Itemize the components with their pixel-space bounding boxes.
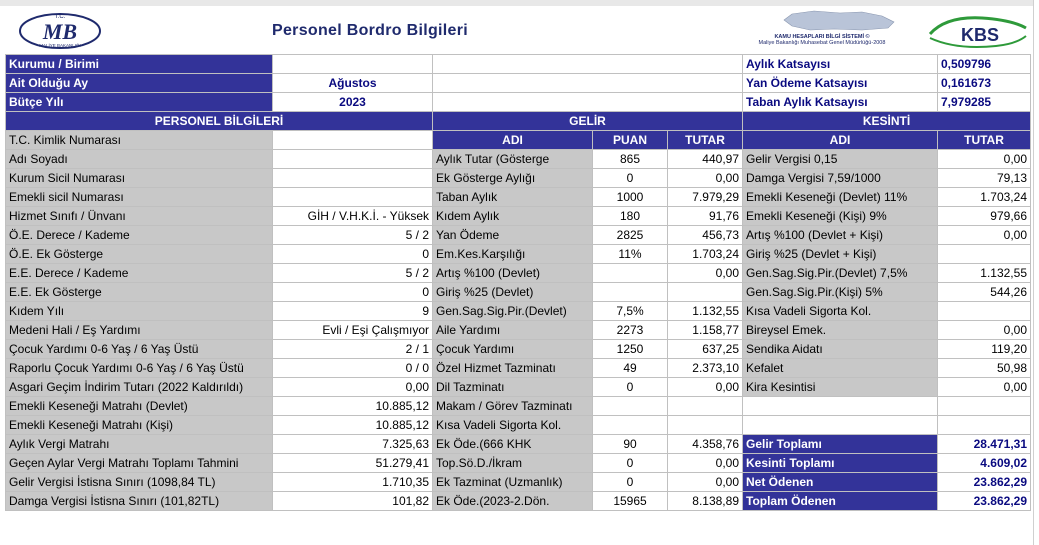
- katsayi-label-2: Taban Aylık Katsayısı: [743, 93, 938, 112]
- total-label: Kesinti Toplamı: [743, 454, 938, 473]
- kbs-logo-icon: [926, 14, 1030, 50]
- gelir-tutar: 456,73: [668, 226, 743, 245]
- table-row: [6, 435, 1031, 454]
- yil-label: Bütçe Yılı: [6, 93, 273, 112]
- personel-label: Adı Soyadı: [6, 150, 273, 169]
- kesinti-header: KESİNTİ: [743, 112, 1031, 131]
- table-row: [6, 473, 1031, 492]
- personel-value[interactable]: 2 / 1: [273, 340, 433, 359]
- personel-value[interactable]: 0: [273, 245, 433, 264]
- kesinti-tutar[interactable]: 979,66: [938, 207, 1031, 226]
- gelir-adi: Yan Ödeme: [433, 226, 593, 245]
- gelir-tutar: 0,00: [668, 454, 743, 473]
- kesinti-adi: Bireysel Emek.: [743, 321, 938, 340]
- personel-label: Kurum Sicil Numarası: [6, 169, 273, 188]
- personel-value[interactable]: [273, 188, 433, 207]
- personel-label: Gelir Vergisi İstisna Sınırı (1098,84 TL): [6, 473, 273, 492]
- logo-top-text: T.C.: [54, 14, 66, 20]
- gelir-adi: Kıdem Aylık: [433, 207, 593, 226]
- gelir-puan[interactable]: [593, 416, 668, 435]
- total-value: 23.862,29: [938, 492, 1031, 511]
- kamu-caption: [724, 34, 920, 46]
- personel-value[interactable]: 0 / 0: [273, 359, 433, 378]
- personel-value[interactable]: 0,00: [273, 378, 433, 397]
- maliye-logo-icon: [18, 10, 102, 50]
- table-row: [6, 207, 1031, 226]
- personel-label: Hizmet Sınıfı / Ünvanı: [6, 207, 273, 226]
- table-row: [6, 321, 1031, 340]
- kesinti-adi: Artış %100 (Devlet + Kişi): [743, 226, 938, 245]
- kesinti-tutar[interactable]: 119,20: [938, 340, 1031, 359]
- kesinti-adi: Emekli Keseneği (Devlet) 11%: [743, 188, 938, 207]
- total-label: Toplam Ödenen: [743, 492, 938, 511]
- gelir-adi: Ek Gösterge Aylığı: [433, 169, 593, 188]
- gelir-tutar-header: TUTAR: [668, 131, 743, 150]
- gelir-tutar: 440,97: [668, 150, 743, 169]
- kesinti-tutar[interactable]: 0,00: [938, 226, 1031, 245]
- kbs-text: KBS: [960, 25, 1000, 45]
- personel-value[interactable]: 10.885,12: [273, 416, 433, 435]
- kurum-value-ext[interactable]: [433, 55, 743, 74]
- table-row: [6, 283, 1031, 302]
- gelir-adi: Em.Kes.Karşılığı: [433, 245, 593, 264]
- table-row: [6, 340, 1031, 359]
- personel-value[interactable]: [273, 169, 433, 188]
- table-row: [6, 397, 1031, 416]
- gelir-adi: Artış %100 (Devlet): [433, 264, 593, 283]
- table-row: [6, 226, 1031, 245]
- katsayi-value-2[interactable]: 7,979285: [938, 93, 1031, 112]
- gelir-adi: Kısa Vadeli Sigorta Kol.: [433, 416, 593, 435]
- personel-label: E.E. Derece / Kademe: [6, 264, 273, 283]
- gelir-puan[interactable]: 0: [593, 169, 668, 188]
- kesinti-adi: Kefalet: [743, 359, 938, 378]
- personel-label: Damga Vergisi İstisna Sınırı (101,82TL): [6, 492, 273, 511]
- gelir-adi: Özel Hizmet Tazminatı: [433, 359, 593, 378]
- bordro-table: [5, 54, 1031, 511]
- table-row: [6, 188, 1031, 207]
- personel-value[interactable]: 5 / 2: [273, 264, 433, 283]
- gelir-puan[interactable]: 11%: [593, 245, 668, 264]
- gelir-adi: Top.Sö.D./İkram: [433, 454, 593, 473]
- gelir-puan[interactable]: 1000: [593, 188, 668, 207]
- yil-value[interactable]: 2023: [273, 93, 433, 112]
- kesinti-adi: Sendika Aidatı: [743, 340, 938, 359]
- gelir-puan-header: PUAN: [593, 131, 668, 150]
- personel-value[interactable]: 5 / 2: [273, 226, 433, 245]
- personel-label: Emekli sicil Numarası: [6, 188, 273, 207]
- gelir-tutar: 637,25: [668, 340, 743, 359]
- gelir-tutar: 0,00: [668, 473, 743, 492]
- kesinti-tutar[interactable]: 50,98: [938, 359, 1031, 378]
- ay-label: Ait Olduğu Ay: [6, 74, 273, 93]
- katsayi-label-1: Yan Ödeme Katsayısı: [743, 74, 938, 93]
- ay-value-ext: [433, 74, 743, 93]
- personel-label: Emekli Keseneği Matrahı (Kişi): [6, 416, 273, 435]
- total-value: 28.471,31: [938, 435, 1031, 454]
- personel-label: Ö.E. Ek Gösterge: [6, 245, 273, 264]
- kesinti-adi-empty: [743, 397, 938, 416]
- kesinti-tutar[interactable]: 0,00: [938, 150, 1031, 169]
- personel-value[interactable]: 1.710,35: [273, 473, 433, 492]
- kesinti-tutar[interactable]: 544,26: [938, 283, 1031, 302]
- gelir-tutar: 1.132,55: [668, 302, 743, 321]
- kesinti-adi: Kısa Vadeli Sigorta Kol.: [743, 302, 938, 321]
- gelir-puan[interactable]: 0: [593, 473, 668, 492]
- gelir-puan[interactable]: 15965: [593, 492, 668, 511]
- header-banner: [0, 6, 1039, 54]
- katsayi-value-1[interactable]: 0,161673: [938, 74, 1031, 93]
- table-row: [6, 169, 1031, 188]
- yil-value-ext: [433, 93, 743, 112]
- kurum-label: Kurumu / Birimi: [6, 55, 273, 74]
- gelir-tutar: [668, 283, 743, 302]
- table-row: [6, 359, 1031, 378]
- table-row: [6, 492, 1031, 511]
- table-row: [6, 416, 1031, 435]
- gelir-tutar: 1.703,24: [668, 245, 743, 264]
- personel-label: Asgari Geçim İndirim Tutarı (2022 Kaldırıldı): [6, 378, 273, 397]
- gelir-puan[interactable]: 865: [593, 150, 668, 169]
- logo-text: MB: [42, 19, 78, 44]
- total-label: Net Ödenen: [743, 473, 938, 492]
- personel-value[interactable]: [273, 150, 433, 169]
- personel-label: Medeni Hali / Eş Yardımı: [6, 321, 273, 340]
- gelir-puan[interactable]: 90: [593, 435, 668, 454]
- page-title: Personel Bordro Bilgileri: [272, 22, 468, 39]
- total-value: 23.862,29: [938, 473, 1031, 492]
- personel-value[interactable]: 101,82: [273, 492, 433, 511]
- table-row: [6, 131, 1031, 150]
- personel-label: Kıdem Yılı: [6, 302, 273, 321]
- personel-value[interactable]: 7.325,63: [273, 435, 433, 454]
- gelir-adi: Dil Tazminatı: [433, 378, 593, 397]
- total-label: Gelir Toplamı: [743, 435, 938, 454]
- kesinti-tutar-empty: [938, 416, 1031, 435]
- gelir-puan[interactable]: 7,5%: [593, 302, 668, 321]
- gelir-puan[interactable]: 49: [593, 359, 668, 378]
- kesinti-tutar[interactable]: 1.132,55: [938, 264, 1031, 283]
- gelir-tutar: 1.158,77: [668, 321, 743, 340]
- gelir-puan[interactable]: [593, 397, 668, 416]
- kesinti-tutar[interactable]: 0,00: [938, 378, 1031, 397]
- kesinti-adi: Giriş %25 (Devlet + Kişi): [743, 245, 938, 264]
- gelir-puan[interactable]: 180: [593, 207, 668, 226]
- personel-label: Çocuk Yardımı 0-6 Yaş / 6 Yaş Üstü: [6, 340, 273, 359]
- gelir-tutar: 91,76: [668, 207, 743, 226]
- kamu-title: KAMU HESAPLARI BİLGİ SİSTEMİ ©: [774, 34, 870, 40]
- personel-header: PERSONEL BİLGİLERİ: [6, 112, 433, 131]
- katsayi-label-0: Aylık Katsayısı: [743, 55, 938, 74]
- kesinti-tutar[interactable]: [938, 302, 1031, 321]
- table-row: [6, 245, 1031, 264]
- gelir-adi-header: ADI: [433, 131, 593, 150]
- kesinti-adi: Gen.Sag.Sig.Pir.(Devlet) 7,5%: [743, 264, 938, 283]
- gelir-tutar: 8.138,89: [668, 492, 743, 511]
- next-column-edge: [1033, 0, 1039, 545]
- info-row-kurum: [6, 55, 1031, 74]
- gelir-adi: Giriş %25 (Devlet): [433, 283, 593, 302]
- personel-label: Aylık Vergi Matrahı: [6, 435, 273, 454]
- personel-label: Ö.E. Derece / Kademe: [6, 226, 273, 245]
- kesinti-adi-header: ADI: [743, 131, 938, 150]
- personel-label: Raporlu Çocuk Yardımı 0-6 Yaş / 6 Yaş Üstü: [6, 359, 273, 378]
- kesinti-adi: Gen.Sag.Sig.Pir.(Kişi) 5%: [743, 283, 938, 302]
- info-row-ay: [6, 74, 1031, 93]
- kesinti-tutar[interactable]: 1.703,24: [938, 188, 1031, 207]
- table-row: [6, 378, 1031, 397]
- kesinti-tutar[interactable]: [938, 245, 1031, 264]
- kesinti-tutar-header: TUTAR: [938, 131, 1031, 150]
- table-row: [6, 454, 1031, 473]
- ay-value[interactable]: Ağustos: [273, 74, 433, 93]
- gelir-adi: Ek Tazminat (Uzmanlık): [433, 473, 593, 492]
- gelir-puan[interactable]: 0: [593, 378, 668, 397]
- kesinti-tutar-empty: [938, 397, 1031, 416]
- gelir-puan[interactable]: 1250: [593, 340, 668, 359]
- section-header-row: [6, 112, 1031, 131]
- gelir-tutar: 4.358,76: [668, 435, 743, 454]
- table-row: [6, 302, 1031, 321]
- gelir-adi: Çocuk Yardımı: [433, 340, 593, 359]
- kesinti-tutar[interactable]: 79,13: [938, 169, 1031, 188]
- gelir-tutar: 0,00: [668, 169, 743, 188]
- personel-value[interactable]: 0: [273, 283, 433, 302]
- gelir-adi: Aylık Tutar (Gösterge: [433, 150, 593, 169]
- personel-label: Geçen Aylar Vergi Matrahı Toplamı Tahmini: [6, 454, 273, 473]
- personel-value[interactable]: 51.279,41: [273, 454, 433, 473]
- kamu-subtitle: Maliye Bakanlığı Muhasebat Genel Müdürlüğü-2008: [758, 40, 886, 46]
- personel-value[interactable]: [273, 131, 433, 150]
- personel-value[interactable]: 10.885,12: [273, 397, 433, 416]
- personel-value[interactable]: Evli / Eşi Çalışmıyor: [273, 321, 433, 340]
- kesinti-tutar[interactable]: 0,00: [938, 321, 1031, 340]
- gelir-adi: Taban Aylık: [433, 188, 593, 207]
- gelir-adi: Ek Öde.(2023-2.Dön.: [433, 492, 593, 511]
- gelir-tutar: 0,00: [668, 264, 743, 283]
- katsayi-value-0[interactable]: 0,509796: [938, 55, 1031, 74]
- kesinti-adi: Kira Kesintisi: [743, 378, 938, 397]
- gelir-adi: Gen.Sag.Sig.Pir.(Devlet): [433, 302, 593, 321]
- total-value: 4.609,02: [938, 454, 1031, 473]
- gelir-puan[interactable]: 2273: [593, 321, 668, 340]
- kesinti-adi: Emekli Keseneği (Kişi) 9%: [743, 207, 938, 226]
- personel-label: E.E. Ek Gösterge: [6, 283, 273, 302]
- kesinti-adi-empty: [743, 416, 938, 435]
- gelir-adi: Makam / Görev Tazminatı: [433, 397, 593, 416]
- personel-value[interactable]: 9: [273, 302, 433, 321]
- gelir-puan[interactable]: [593, 264, 668, 283]
- logo-bottom-text: MALİYE BAKANLIĞI: [39, 43, 81, 48]
- kesinti-adi: Gelir Vergisi 0,15: [743, 150, 938, 169]
- gelir-adi: Aile Yardımı: [433, 321, 593, 340]
- kesinti-adi: Damga Vergisi 7,59/1000: [743, 169, 938, 188]
- personel-label: Emekli Keseneği Matrahı (Devlet): [6, 397, 273, 416]
- gelir-tutar: [668, 397, 743, 416]
- table-row: [6, 150, 1031, 169]
- personel-value[interactable]: GİH / V.H.K.İ. - Yüksek: [273, 207, 433, 226]
- gelir-adi: Ek Öde.(666 KHK: [433, 435, 593, 454]
- gelir-header: GELİR: [433, 112, 743, 131]
- gelir-tutar: 2.373,10: [668, 359, 743, 378]
- gelir-tutar: 7.979,29: [668, 188, 743, 207]
- kurum-value[interactable]: [273, 55, 433, 74]
- personel-label: T.C. Kimlik Numarası: [6, 131, 273, 150]
- info-row-yil: [6, 93, 1031, 112]
- gelir-puan[interactable]: 0: [593, 454, 668, 473]
- gelir-puan[interactable]: 2825: [593, 226, 668, 245]
- table-row: [6, 264, 1031, 283]
- gelir-tutar: 0,00: [668, 378, 743, 397]
- gelir-puan[interactable]: [593, 283, 668, 302]
- gelir-tutar: [668, 416, 743, 435]
